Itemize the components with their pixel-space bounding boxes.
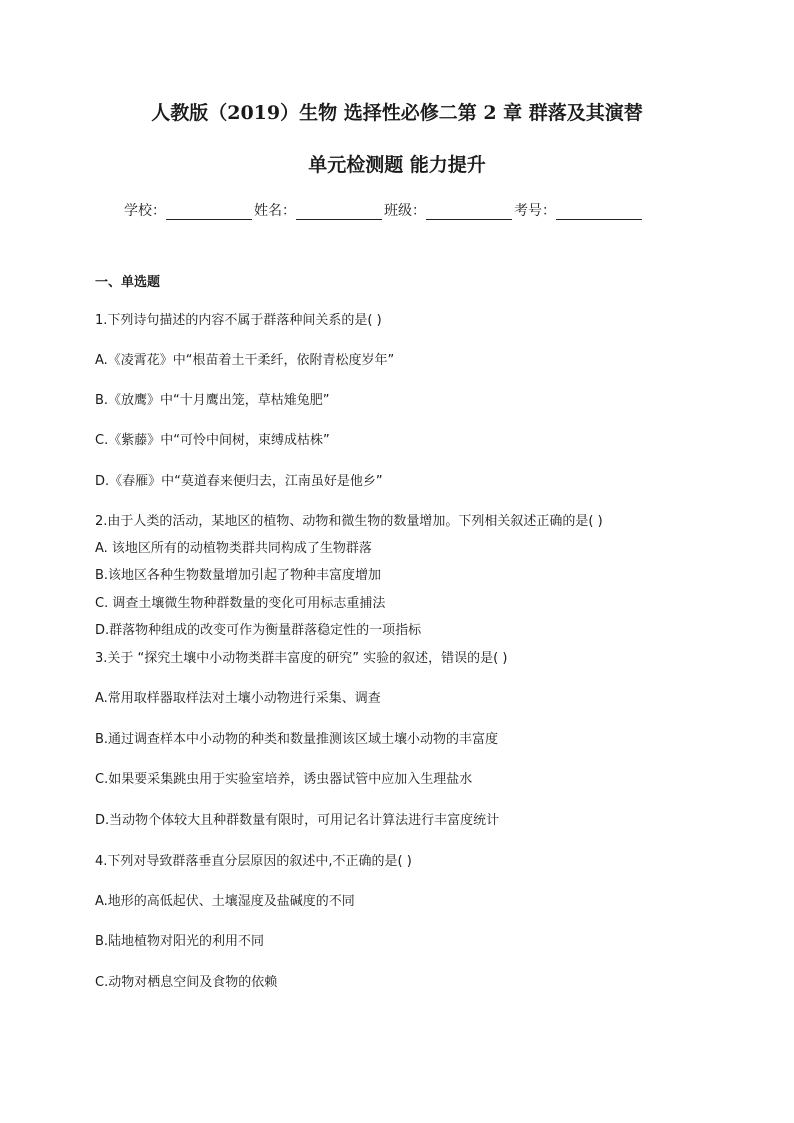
question-option: B.通过调查样本中小动物的种类和数量推测该区域土壤小动物的丰富度 bbox=[95, 732, 499, 747]
question-option: A.常用取样器取样法对土壤小动物进行采集、调查 bbox=[95, 691, 381, 706]
exam-no-label: 考号： bbox=[514, 203, 556, 219]
school-label: 学校： bbox=[124, 203, 166, 219]
school-blank[interactable] bbox=[166, 203, 252, 220]
question-stem: 1.下列诗句描述的内容不属于群落种间关系的是( ) bbox=[95, 313, 382, 328]
class-field bbox=[384, 200, 514, 220]
exam-no-field bbox=[514, 200, 644, 220]
question-option: B.该地区各种生物数量增加引起了物种丰富度增加 bbox=[95, 568, 382, 583]
question-stem: 4.下列对导致群落垂直分层原因的叙述中,不正确的是( ) bbox=[95, 854, 412, 869]
question-option: A.地形的高低起伏、土壤湿度及盐碱度的不同 bbox=[95, 894, 355, 909]
question-option: A.《凌霄花》中“根苗着土干柔纤，依附青松度岁年” bbox=[95, 353, 395, 368]
question-option: D.《春雁》中“莫道春来便归去，江南虽好是他乡” bbox=[95, 474, 383, 489]
school-field bbox=[124, 200, 254, 220]
student-info-line bbox=[124, 200, 644, 220]
question-option: D.群落物种组成的改变可作为衡量群落稳定性的一项指标 bbox=[95, 623, 422, 638]
name-field bbox=[254, 200, 384, 220]
question-option: B.《放鹰》中“十月鹰出笼，草枯雉兔肥” bbox=[95, 393, 330, 408]
question-option: D.当动物个体较大且种群数量有限时，可用记名计算法进行丰富度统计 bbox=[95, 813, 500, 828]
name-blank[interactable] bbox=[296, 203, 382, 220]
question-option: C.《紫藤》中“可怜中间树，束缚成枯株” bbox=[95, 433, 330, 448]
exam-no-blank[interactable] bbox=[556, 203, 642, 220]
question-option: C. 调查土壤微生物种群数量的变化可用标志重捕法 bbox=[95, 596, 386, 611]
question-option: C.如果要采集跳虫用于实验室培养，诱虫器试管中应加入生理盐水 bbox=[95, 772, 473, 787]
name-label: 姓名： bbox=[254, 203, 296, 219]
question-stem: 3.关于 “探究土壤中小动物类群丰富度的研究” 实验的叙述，错误的是( ) bbox=[95, 651, 508, 666]
class-label: 班级： bbox=[384, 203, 426, 219]
question-stem: 2.由于人类的活动，某地区的植物、动物和微生物的数量增加。下列相关叙述正确的是( ) bbox=[95, 514, 603, 529]
question-option: B.陆地植物对阳光的利用不同 bbox=[95, 934, 265, 949]
document-title: 人教版（2019）生物 选择性必修二第 2 章 群落及其演替 bbox=[151, 102, 643, 124]
question-option: C.动物对栖息空间及食物的依赖 bbox=[95, 975, 278, 990]
section-title: 一、单选题 bbox=[95, 275, 161, 290]
class-blank[interactable] bbox=[426, 203, 512, 220]
question-option: A. 该地区所有的动植物类群共同构成了生物群落 bbox=[95, 541, 372, 556]
document-subtitle: 单元检测题 能力提升 bbox=[308, 154, 486, 176]
